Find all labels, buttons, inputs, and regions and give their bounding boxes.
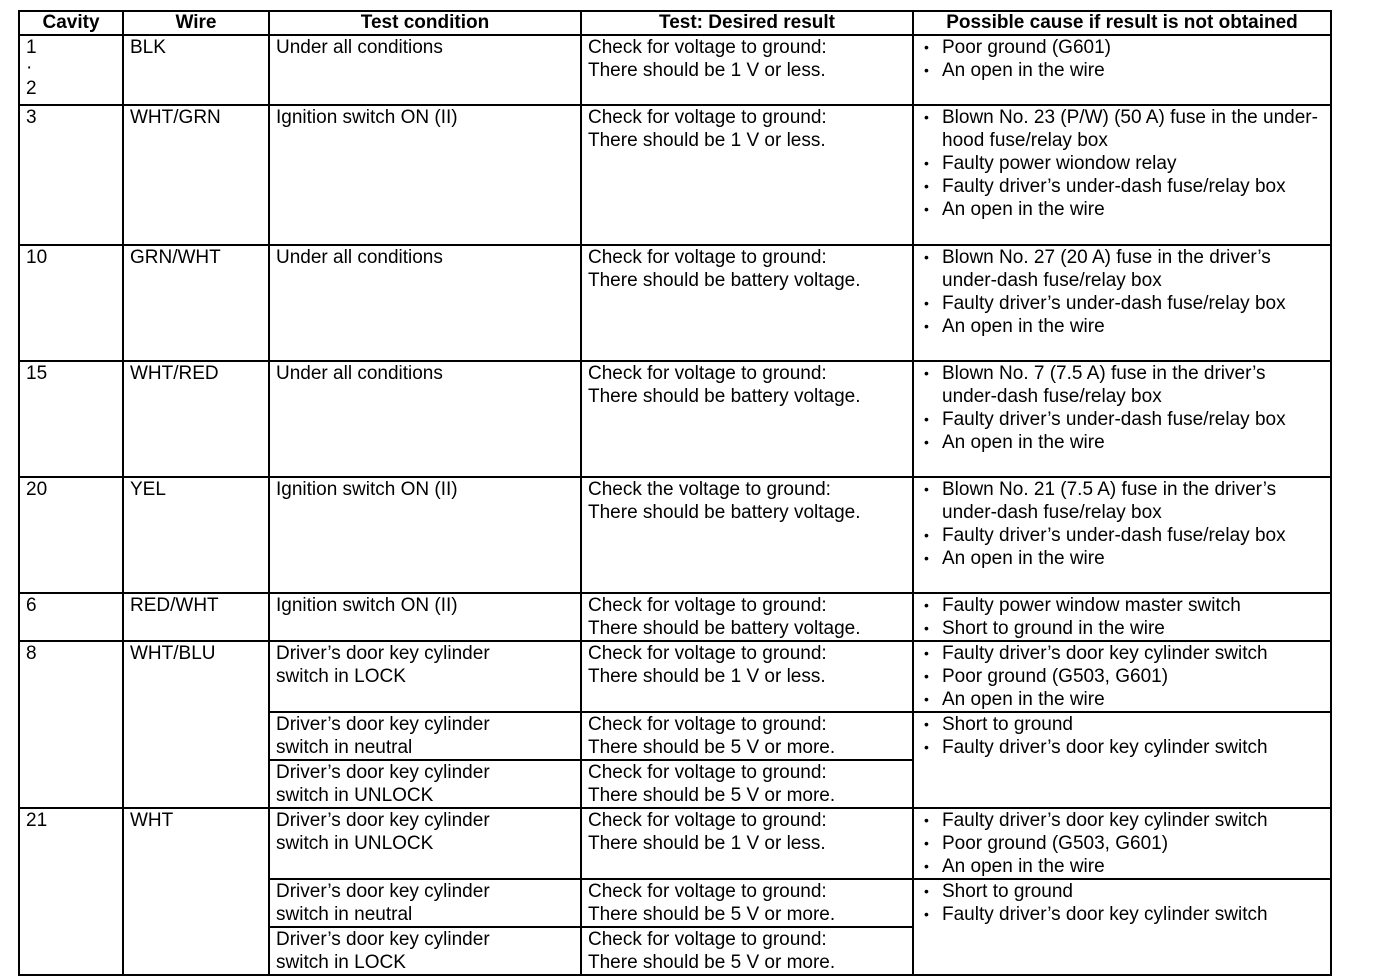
- condition-line: switch in UNLOCK: [276, 833, 434, 854]
- cause-cell: [913, 808, 1331, 879]
- result-line: There should be 1 V or less.: [588, 130, 826, 151]
- condition-cell: [269, 245, 581, 361]
- cavity-cell: [19, 361, 123, 477]
- condition-line: Driver’s door key cylinder: [276, 881, 490, 902]
- cause-item: • An open in the wire: [920, 855, 1324, 878]
- cause-item: • An open in the wire: [920, 431, 1324, 454]
- condition-cell: [269, 641, 581, 712]
- cause-cell: [913, 879, 1331, 975]
- wire-cell: BLK: [123, 35, 269, 105]
- header-possible-cause: Possible cause if result is not obtained: [913, 11, 1331, 35]
- cause-item: • An open in the wire: [920, 688, 1324, 711]
- header-row: [19, 11, 1331, 35]
- cavity-cell: [19, 808, 123, 975]
- cause-cell: [913, 361, 1331, 477]
- result-line: There should be 1 V or less.: [588, 833, 826, 854]
- cause-item: • Blown No. 23 (P/W) (50 A) fuse in the under-hood fuse/relay box: [920, 106, 1324, 152]
- wire-cell: GRN/WHT: [123, 245, 269, 361]
- cavity-number: 21: [26, 810, 48, 831]
- condition-line: Ignition switch ON (II): [276, 107, 458, 128]
- cause-list: [920, 809, 1324, 878]
- cause-item: • An open in the wire: [920, 59, 1324, 82]
- table-row: [19, 35, 1331, 105]
- cause-item: • Poor ground (G503, G601): [920, 832, 1324, 855]
- result-line: There should be 5 V or more.: [588, 737, 836, 758]
- cavity-number: 20: [26, 479, 48, 500]
- result-cell: [581, 879, 913, 927]
- wire-cell: WHT/BLU: [123, 641, 269, 808]
- cause-item: • Short to ground: [920, 713, 1324, 736]
- cause-cell: [913, 712, 1331, 808]
- cause-item: • Poor ground (G503, G601): [920, 665, 1324, 688]
- cause-item: • Faulty power wiondow relay: [920, 152, 1324, 175]
- result-line: Check for voltage to ground:: [588, 643, 827, 664]
- troubleshooting-sheet: [18, 10, 1330, 973]
- table-row: [19, 641, 1331, 712]
- table-row: [19, 593, 1331, 641]
- condition-cell: [269, 593, 581, 641]
- cause-item: • An open in the wire: [920, 198, 1324, 221]
- cavity-number: 15: [26, 363, 48, 384]
- header-test-condition: Test condition: [269, 11, 581, 35]
- condition-line: switch in LOCK: [276, 666, 406, 687]
- condition-line: switch in neutral: [276, 737, 413, 758]
- result-line: Check for voltage to ground:: [588, 929, 827, 950]
- cause-item: • Short to ground in the wire: [920, 617, 1324, 640]
- result-cell: [581, 245, 913, 361]
- result-cell: [581, 760, 913, 808]
- cavity-cell: [19, 477, 123, 593]
- table-row: [19, 477, 1331, 593]
- cavity-cell: [19, 35, 123, 105]
- cause-item: • An open in the wire: [920, 547, 1324, 570]
- cavity-number: 8: [26, 643, 37, 664]
- cause-list: [920, 246, 1324, 338]
- cause-list: [920, 36, 1324, 82]
- condition-cell: [269, 927, 581, 975]
- header-desired-result: Test: Desired result: [581, 11, 913, 35]
- cause-item: • Blown No. 27 (20 A) fuse in the driver’s under-dash fuse/relay box: [920, 246, 1324, 292]
- result-cell: [581, 927, 913, 975]
- result-cell: [581, 712, 913, 760]
- cavity-cell: [19, 641, 123, 808]
- result-cell: [581, 361, 913, 477]
- result-cell: [581, 477, 913, 593]
- condition-line: switch in UNLOCK: [276, 785, 434, 806]
- condition-line: switch in neutral: [276, 904, 413, 925]
- cause-item: • Blown No. 7 (7.5 A) fuse in the driver’s under-dash fuse/relay box: [920, 362, 1324, 408]
- wire-cell: WHT: [123, 808, 269, 975]
- result-line: There should be 5 V or more.: [588, 952, 836, 973]
- cavity-cell: [19, 593, 123, 641]
- cause-list: [920, 594, 1324, 640]
- cause-item: • An open in the wire: [920, 315, 1324, 338]
- condition-cell: [269, 879, 581, 927]
- cavity-cell: [19, 105, 123, 245]
- condition-line: Driver’s door key cylinder: [276, 762, 490, 783]
- result-line: Check for voltage to ground:: [588, 714, 827, 735]
- cause-list: [920, 362, 1324, 454]
- result-cell: [581, 808, 913, 879]
- cause-item: • Faulty driver’s under-dash fuse/relay box: [920, 292, 1324, 315]
- condition-line: Ignition switch ON (II): [276, 595, 458, 616]
- condition-line: switch in LOCK: [276, 952, 406, 973]
- result-line: There should be 1 V or less.: [588, 666, 826, 687]
- cause-cell: [913, 641, 1331, 712]
- cavity-number: 1: [26, 37, 37, 58]
- result-line: There should be battery voltage.: [588, 386, 861, 407]
- result-line: Check for voltage to ground:: [588, 107, 827, 128]
- result-line: Check for voltage to ground:: [588, 595, 827, 616]
- cause-cell: [913, 593, 1331, 641]
- wire-cell: WHT/GRN: [123, 105, 269, 245]
- result-line: There should be battery voltage.: [588, 270, 861, 291]
- wire-cell: WHT/RED: [123, 361, 269, 477]
- result-cell: [581, 641, 913, 712]
- condition-line: Driver’s door key cylinder: [276, 929, 490, 950]
- cause-cell: [913, 477, 1331, 593]
- result-cell: [581, 35, 913, 105]
- condition-cell: [269, 35, 581, 105]
- condition-line: Under all conditions: [276, 363, 443, 384]
- result-line: There should be 5 V or more.: [588, 785, 836, 806]
- cause-cell: [913, 35, 1331, 105]
- cause-item: • Faulty driver’s door key cylinder switch: [920, 642, 1324, 665]
- table-row: [19, 105, 1331, 245]
- condition-line: Ignition switch ON (II): [276, 479, 458, 500]
- table-row: [19, 808, 1331, 879]
- cavity-number: 2: [26, 78, 37, 99]
- cause-list: [920, 642, 1324, 711]
- cause-item: • Faulty driver’s under-dash fuse/relay box: [920, 175, 1324, 198]
- condition-cell: [269, 808, 581, 879]
- cause-item: • Faulty driver’s door key cylinder switch: [920, 903, 1324, 926]
- cause-item: • Faulty driver’s under-dash fuse/relay box: [920, 524, 1324, 547]
- result-line: There should be 5 V or more.: [588, 904, 836, 925]
- condition-line: Driver’s door key cylinder: [276, 810, 490, 831]
- result-cell: [581, 105, 913, 245]
- cause-item: • Faulty driver’s door key cylinder switch: [920, 736, 1324, 759]
- cause-cell: [913, 105, 1331, 245]
- wire-cell: YEL: [123, 477, 269, 593]
- result-line: Check for voltage to ground:: [588, 247, 827, 268]
- cause-item: • Short to ground: [920, 880, 1324, 903]
- cause-item: • Faulty driver’s under-dash fuse/relay box: [920, 408, 1324, 431]
- cause-item: • Blown No. 21 (7.5 A) fuse in the driver’s under-dash fuse/relay box: [920, 478, 1324, 524]
- condition-line: Under all conditions: [276, 37, 443, 58]
- condition-cell: [269, 105, 581, 245]
- result-cell: [581, 593, 913, 641]
- cavity-cell: [19, 245, 123, 361]
- result-line: There should be battery voltage.: [588, 502, 861, 523]
- header-wire: Wire: [123, 11, 269, 35]
- condition-cell: [269, 712, 581, 760]
- result-line: Check the voltage to ground:: [588, 479, 831, 500]
- condition-line: Under all conditions: [276, 247, 443, 268]
- cavity-number: 6: [26, 595, 37, 616]
- condition-line: Driver’s door key cylinder: [276, 643, 490, 664]
- table-body: [19, 35, 1331, 975]
- condition-line: Driver’s door key cylinder: [276, 714, 490, 735]
- cavity-number: 10: [26, 247, 48, 268]
- condition-cell: [269, 477, 581, 593]
- cause-list: [920, 880, 1324, 926]
- condition-cell: [269, 361, 581, 477]
- cause-item: • Faulty driver’s door key cylinder switch: [920, 809, 1324, 832]
- connector-test-table: [18, 10, 1332, 976]
- table-row: [19, 245, 1331, 361]
- cause-list: [920, 713, 1324, 759]
- result-line: Check for voltage to ground:: [588, 762, 827, 783]
- result-line: Check for voltage to ground:: [588, 810, 827, 831]
- cavity-number: 3: [26, 107, 37, 128]
- cavity-number: ·: [26, 57, 33, 78]
- cause-cell: [913, 245, 1331, 361]
- result-line: Check for voltage to ground:: [588, 37, 827, 58]
- cause-list: [920, 106, 1324, 221]
- cause-list: [920, 478, 1324, 570]
- cause-item: • Poor ground (G601): [920, 36, 1324, 59]
- result-line: Check for voltage to ground:: [588, 363, 827, 384]
- header-cavity: Cavity: [19, 11, 123, 35]
- cause-item: • Faulty power window master switch: [920, 594, 1324, 617]
- result-line: There should be 1 V or less.: [588, 60, 826, 81]
- condition-cell: [269, 760, 581, 808]
- table-row: [19, 361, 1331, 477]
- result-line: Check for voltage to ground:: [588, 881, 827, 902]
- wire-cell: RED/WHT: [123, 593, 269, 641]
- result-line: There should be battery voltage.: [588, 618, 861, 639]
